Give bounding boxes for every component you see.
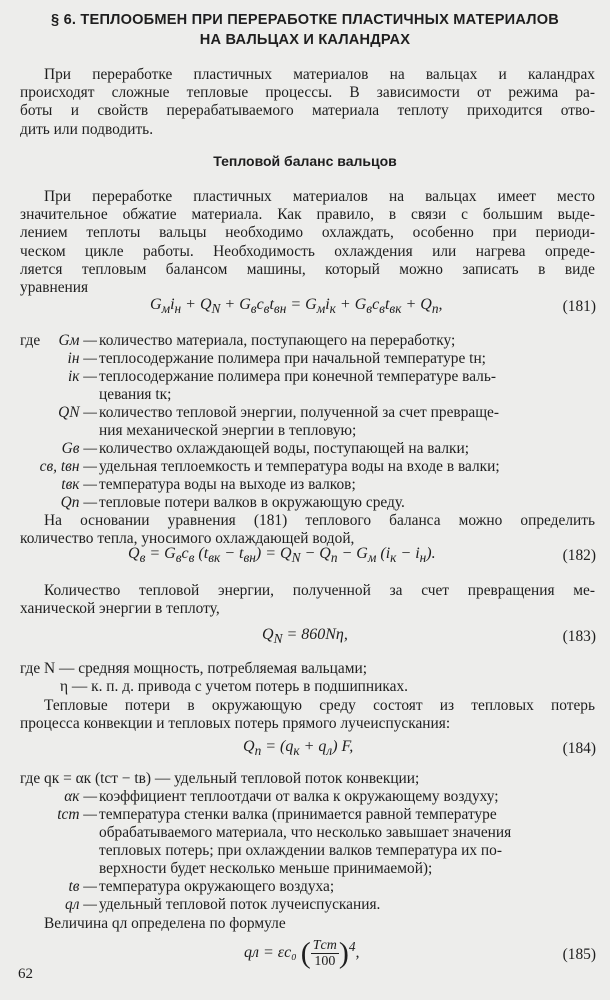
def-text: температура окружающего воздуха; <box>99 878 335 895</box>
paragraph-3: Количество тепловой энергии, полученной за счет превращения ме- ханической энергии в теплоту, <box>20 582 595 618</box>
def-text: количество тепловой энергии, полученной за счет превраще- <box>99 404 499 421</box>
section-heading-line1: § 6. ТЕПЛООБМЕН ПРИ ПЕРЕРАБОТКЕ ПЛАСТИЧНЫХ МАТЕРИАЛОВ <box>51 12 559 28</box>
equation-number-183: (183) <box>562 628 596 645</box>
equation-183: $Q_N = 860N\eta$, <box>262 626 348 647</box>
def-symbol: αк — <box>64 788 97 805</box>
def-symbol: cв, tвн — <box>39 458 97 475</box>
equation-182: $Q_в = G_вc_в$ $(t_{вк} - t_{вн}) = Q_N - Q_п - G_м$ $(i_к - i_н)$. <box>128 545 436 566</box>
paragraph-2: На основании уравнения (181) теплового баланса можно определить количество тепла, уносимого охлаждающей водой, <box>20 512 595 548</box>
fraction: $\frac{\text{Tст}}{100}$ <box>312 938 337 969</box>
def-symbol: Gм — <box>58 332 97 349</box>
where-label: где <box>20 332 41 349</box>
def-text: где N — средняя мощность, потребляемая вальцами; <box>20 660 368 677</box>
def-symbol: Gв — <box>61 440 97 457</box>
def-text: тепловые потери валков в окружающую среду. <box>99 494 405 511</box>
def-text: температура воды на выходе из валков; <box>99 476 356 493</box>
def-symbol: tст — <box>57 806 97 823</box>
equation-184: $Q_п = (q_к + q_л)$ F, <box>243 738 354 759</box>
def-symbol: iк — <box>67 368 97 385</box>
subsection-heading: Тепловой баланс вальцов <box>213 153 397 169</box>
def-symbol: iн — <box>67 350 97 367</box>
def-text: верхности будет несколько меньше принимаемой); <box>99 860 433 877</box>
def-symbol: qл — <box>65 896 97 913</box>
def-text: ния механической энергии в тепловую; <box>99 422 357 439</box>
def-symbol: tв — <box>68 878 97 895</box>
equation-number-184: (184) <box>562 740 596 757</box>
def-text: температура стенки валка (принимается равной температуре <box>99 806 497 823</box>
equation-number-185: (185) <box>562 946 596 963</box>
section-heading-line2: НА ВАЛЬЦАХ И КАЛАНДРАХ <box>199 32 411 48</box>
def-text: тепловых потерь; при охлаждении валков температура их по- <box>99 842 502 859</box>
equation-number-182: (182) <box>562 547 596 564</box>
def-symbol: QN — <box>58 404 97 421</box>
def-text: цевания tк; <box>99 386 172 403</box>
def-symbol: tвк — <box>61 476 97 493</box>
def-text: удельная теплоемкость и температура воды на входе в валки; <box>99 458 500 475</box>
def-text: количество охлаждающей воды, поступающей на валки; <box>99 440 469 457</box>
def-text: количество материала, поступающего на переработку; <box>99 332 456 349</box>
paragraph-4: Тепловые потери в окружающую среду состоят из тепловых потерь процесса конвекции и тепловых потерь прямого лучеиспускания: <box>20 697 595 733</box>
def-text: коэффициент теплоотдачи от валка к окружающему воздуху; <box>99 788 499 805</box>
def-symbol: Qп — <box>60 494 97 511</box>
def-text: теплосодержание полимера при начальной температуре tн; <box>99 350 486 367</box>
intro-paragraph: При переработке пластичных материалов на вальцах и каландрах происходят сложные тепловые процессы. В зависимости от режима ра- боты и свойств перерабатываемого материала теплоту приходится отво- дить или подводить. <box>20 66 595 138</box>
def-text: обрабатываемого материала, что несколько завышает значения <box>99 824 512 841</box>
def-text: удельный тепловой поток лучеиспускания. <box>99 896 381 913</box>
equation-181: $G_мi_н + Q_N + G_вc_вt_{вн} = G_мi_к + G_вc_вt_{вк} + Q_п$, <box>150 296 443 317</box>
def-text: теплосодержание полимера при конечной температуре валь- <box>99 368 496 385</box>
equation-185: qл = εc₀ ( $\frac{\text{Tст}}{100}$ )$^4$, <box>244 936 360 970</box>
paragraph-5: Величина qл определена по формуле <box>44 915 286 932</box>
paragraph-1: При переработке пластичных материалов на вальцах имеет место значительное обжатие материала. Как правило, в связи с большим выде- лением теплоты вальцы необходимо охлаждать, особенно при периоди- ческом цикле работы. Необходимость охлаждения или нагрева опреде- ляется тепловым балансом машины, который можно записать в виде уравнения <box>20 188 595 297</box>
equation-number-181: (181) <box>562 298 596 315</box>
def-text: η — к. п. д. привода с учетом потерь в подшипниках. <box>60 678 409 695</box>
page-number: 62 <box>18 966 33 982</box>
def-text: где qк = αк (tст − tв) — удельный тепловой поток конвекции; <box>20 770 420 787</box>
